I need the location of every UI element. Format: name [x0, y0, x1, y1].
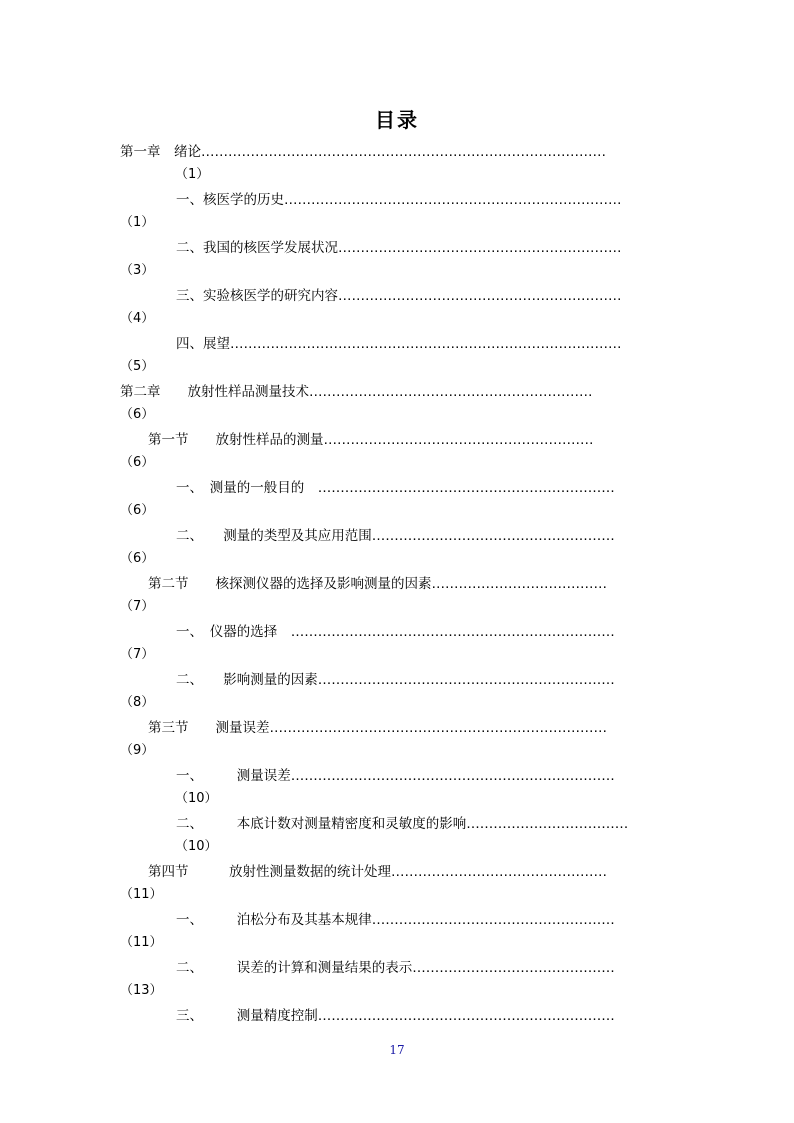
- page-number-footer: 17: [389, 1043, 405, 1057]
- toc-entry: 三、实验核医学的研究内容………………………………………………………: [176, 288, 622, 304]
- toc-page-number: （1）: [175, 167, 210, 182]
- toc-page-number: （9）: [120, 743, 155, 758]
- toc-page-number: （10）: [175, 839, 218, 854]
- toc-entry-section: 第一节 放射性样品的测量……………………………………………………: [148, 432, 594, 448]
- toc-entry-section: 第四节 放射性测量数据的统计处理…………………………………………: [148, 864, 607, 880]
- toc-page-number: （4）: [120, 311, 155, 326]
- toc-page-number: （6）: [120, 551, 155, 566]
- toc-page-number: （11）: [120, 935, 163, 950]
- toc-entry: 二、 影响测量的因素…………………………………………………………: [176, 672, 615, 688]
- toc-entry: 二、我国的核医学发展状况………………………………………………………: [176, 240, 622, 256]
- toc-entry: 一、核医学的历史…………………………………………………………………: [176, 192, 622, 208]
- toc-entry: 一、 测量误差………………………………………………………………: [176, 768, 615, 784]
- toc-entry: 三、 测量精度控制…………………………………………………………: [176, 1008, 615, 1024]
- toc-entry: 二、 测量的类型及其应用范围………………………………………………: [176, 528, 615, 544]
- toc-entry: 二、 本底计数对测量精密度和灵敏度的影响………………………………: [176, 816, 629, 832]
- toc-page-number: （6）: [120, 503, 155, 518]
- toc-page-number: （5）: [120, 359, 155, 374]
- toc-page-number: （1）: [120, 215, 155, 230]
- toc-entry-chapter-1: 第一章 绪论………………………………………………………………………………: [120, 144, 606, 160]
- toc-page-number: （10）: [175, 791, 218, 806]
- toc-page-number: （3）: [120, 263, 155, 278]
- toc-entry: 一、 测量的一般目的 …………………………………………………………: [176, 480, 615, 496]
- toc-page-number: （6）: [120, 455, 155, 470]
- toc-page-number: （6）: [120, 407, 155, 422]
- toc-title: 目录: [375, 108, 419, 132]
- toc-entry: 一、 仪器的选择 ………………………………………………………………: [176, 624, 615, 640]
- toc-entry-section: 第二节 核探测仪器的选择及影响测量的因素…………………………………: [148, 576, 607, 592]
- toc-page-number: （7）: [120, 599, 155, 614]
- toc-page-number: （7）: [120, 647, 155, 662]
- toc-entry: 四、展望……………………………………………………………………………: [176, 336, 622, 352]
- toc-entry-chapter-2: 第二章 放射性样品测量技术………………………………………………………: [120, 384, 593, 400]
- toc-page-number: （11）: [120, 887, 163, 902]
- toc-entry: 一、 泊松分布及其基本规律………………………………………………: [176, 912, 615, 928]
- toc-entry: 二、 误差的计算和测量结果的表示………………………………………: [176, 960, 615, 976]
- toc-page-number: （8）: [120, 695, 155, 710]
- toc-entry-section: 第三节 测量误差…………………………………………………………………: [148, 720, 607, 736]
- toc-page-number: （13）: [120, 983, 163, 998]
